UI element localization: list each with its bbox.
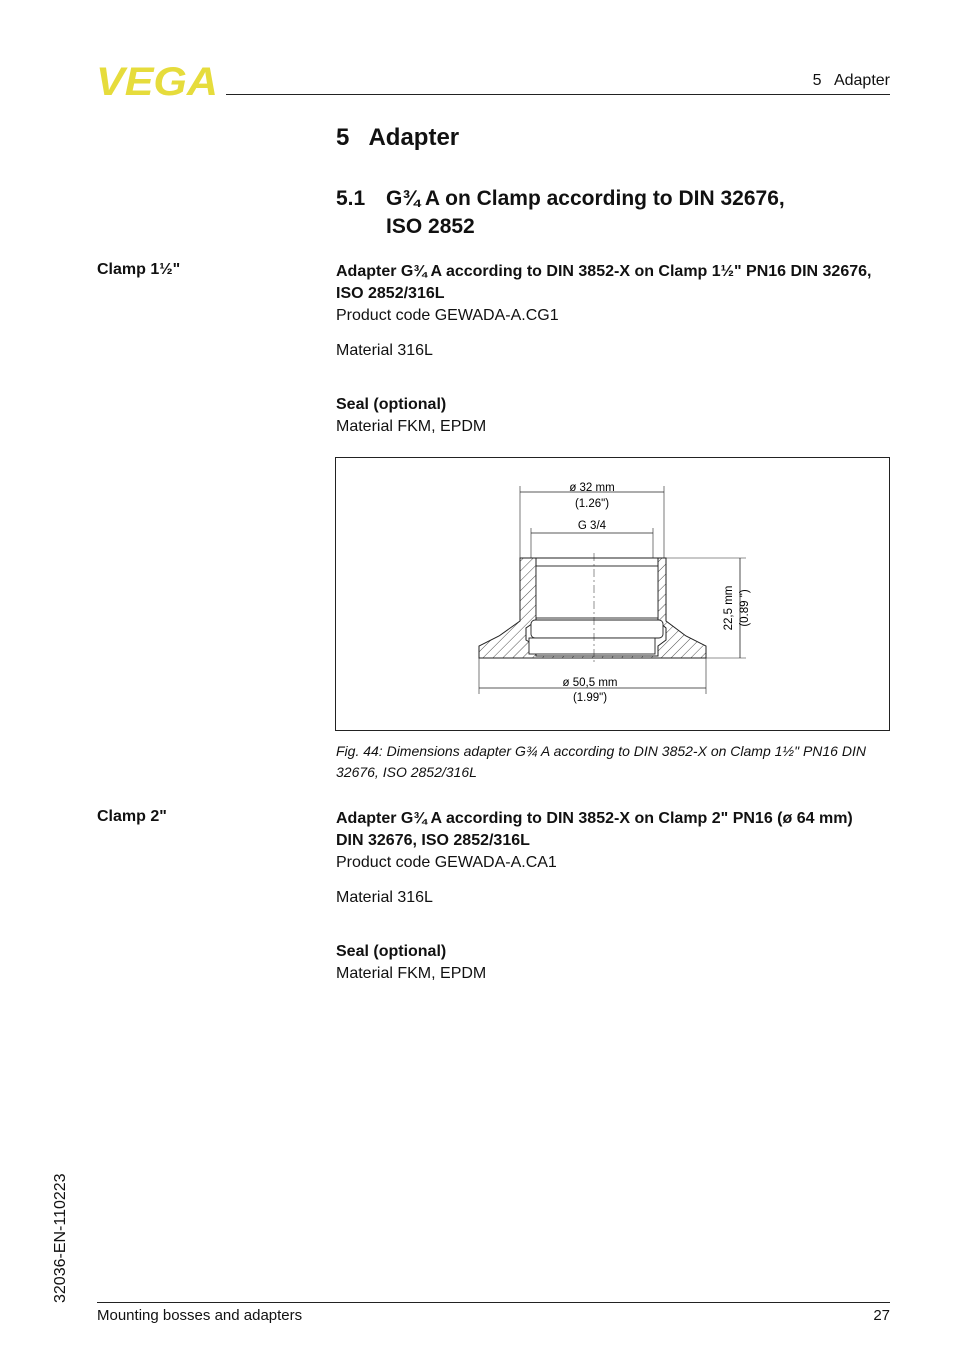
clamp1-block [336, 261, 876, 438]
clamp2-material: Material 316L [336, 889, 433, 906]
clamp2-seal-heading: Seal (optional) [336, 943, 447, 960]
height-dim-label: 22,5 mm [723, 585, 735, 631]
clamp1-title: Adapter G¾ A according to DIN 3852-X on Clamp 1½" PN16 DIN 32676, ISO 2852/316L [336, 263, 872, 302]
clamp2-seal-material: Material FKM, EPDM [336, 965, 487, 982]
top-dim-inch: (1.26") [574, 498, 610, 510]
footer-title: Mounting bosses and adapters [97, 1307, 303, 1324]
clamp2-title: Adapter G¾ A according to DIN 3852-X on Clamp 2" PN16 (ø 64 mm) DIN 32676, ISO 2852/316L [336, 810, 853, 849]
subsection-title [336, 185, 785, 241]
bottom-dim-inch: (1.99") [572, 692, 608, 704]
vega-logo [96, 64, 220, 98]
subsection-number: 5.1 [336, 187, 366, 210]
clamp1-seal-heading: Seal (optional) [336, 396, 447, 413]
clamp2-product-code: Product code GEWADA-A.CA1 [336, 854, 557, 871]
clamp2-block [336, 808, 876, 985]
height-dim-inch: (0.89 ") [739, 589, 751, 627]
document-number: 32036-EN-110223 [52, 1173, 69, 1303]
figure-caption: Fig. 44: Dimensions adapter G¾ A according to DIN 3852-X on Clamp 1½" PN16 DIN 32676, ISO 2852/316L [336, 743, 866, 780]
logo-text: VEGA [96, 64, 218, 98]
top-dim-label: ø 32 mm [569, 482, 615, 494]
header-rule [226, 94, 890, 95]
clamp1-product-code: Product code GEWADA-A.CG1 [336, 307, 559, 324]
clamp1-material: Material 316L [336, 342, 433, 359]
bottom-dim-label: ø 50,5 mm [562, 677, 618, 689]
thread-label: G 3/4 [577, 520, 607, 532]
header-section: 5 Adapter [812, 72, 890, 89]
clamp2-label: Clamp 2" [97, 808, 167, 825]
adapter-drawing [336, 458, 889, 730]
section-title: 5 Adapter [336, 124, 460, 151]
page-number: 27 [873, 1307, 890, 1324]
figure-frame [335, 457, 890, 731]
clamp1-label: Clamp 1½" [97, 261, 181, 278]
subsection-title-line1: G¾ A on Clamp according to DIN 32676, [386, 187, 785, 210]
footer-rule [97, 1302, 890, 1303]
subsection-title-line2: ISO 2852 [386, 215, 475, 238]
clamp1-seal-material: Material FKM, EPDM [336, 418, 487, 435]
